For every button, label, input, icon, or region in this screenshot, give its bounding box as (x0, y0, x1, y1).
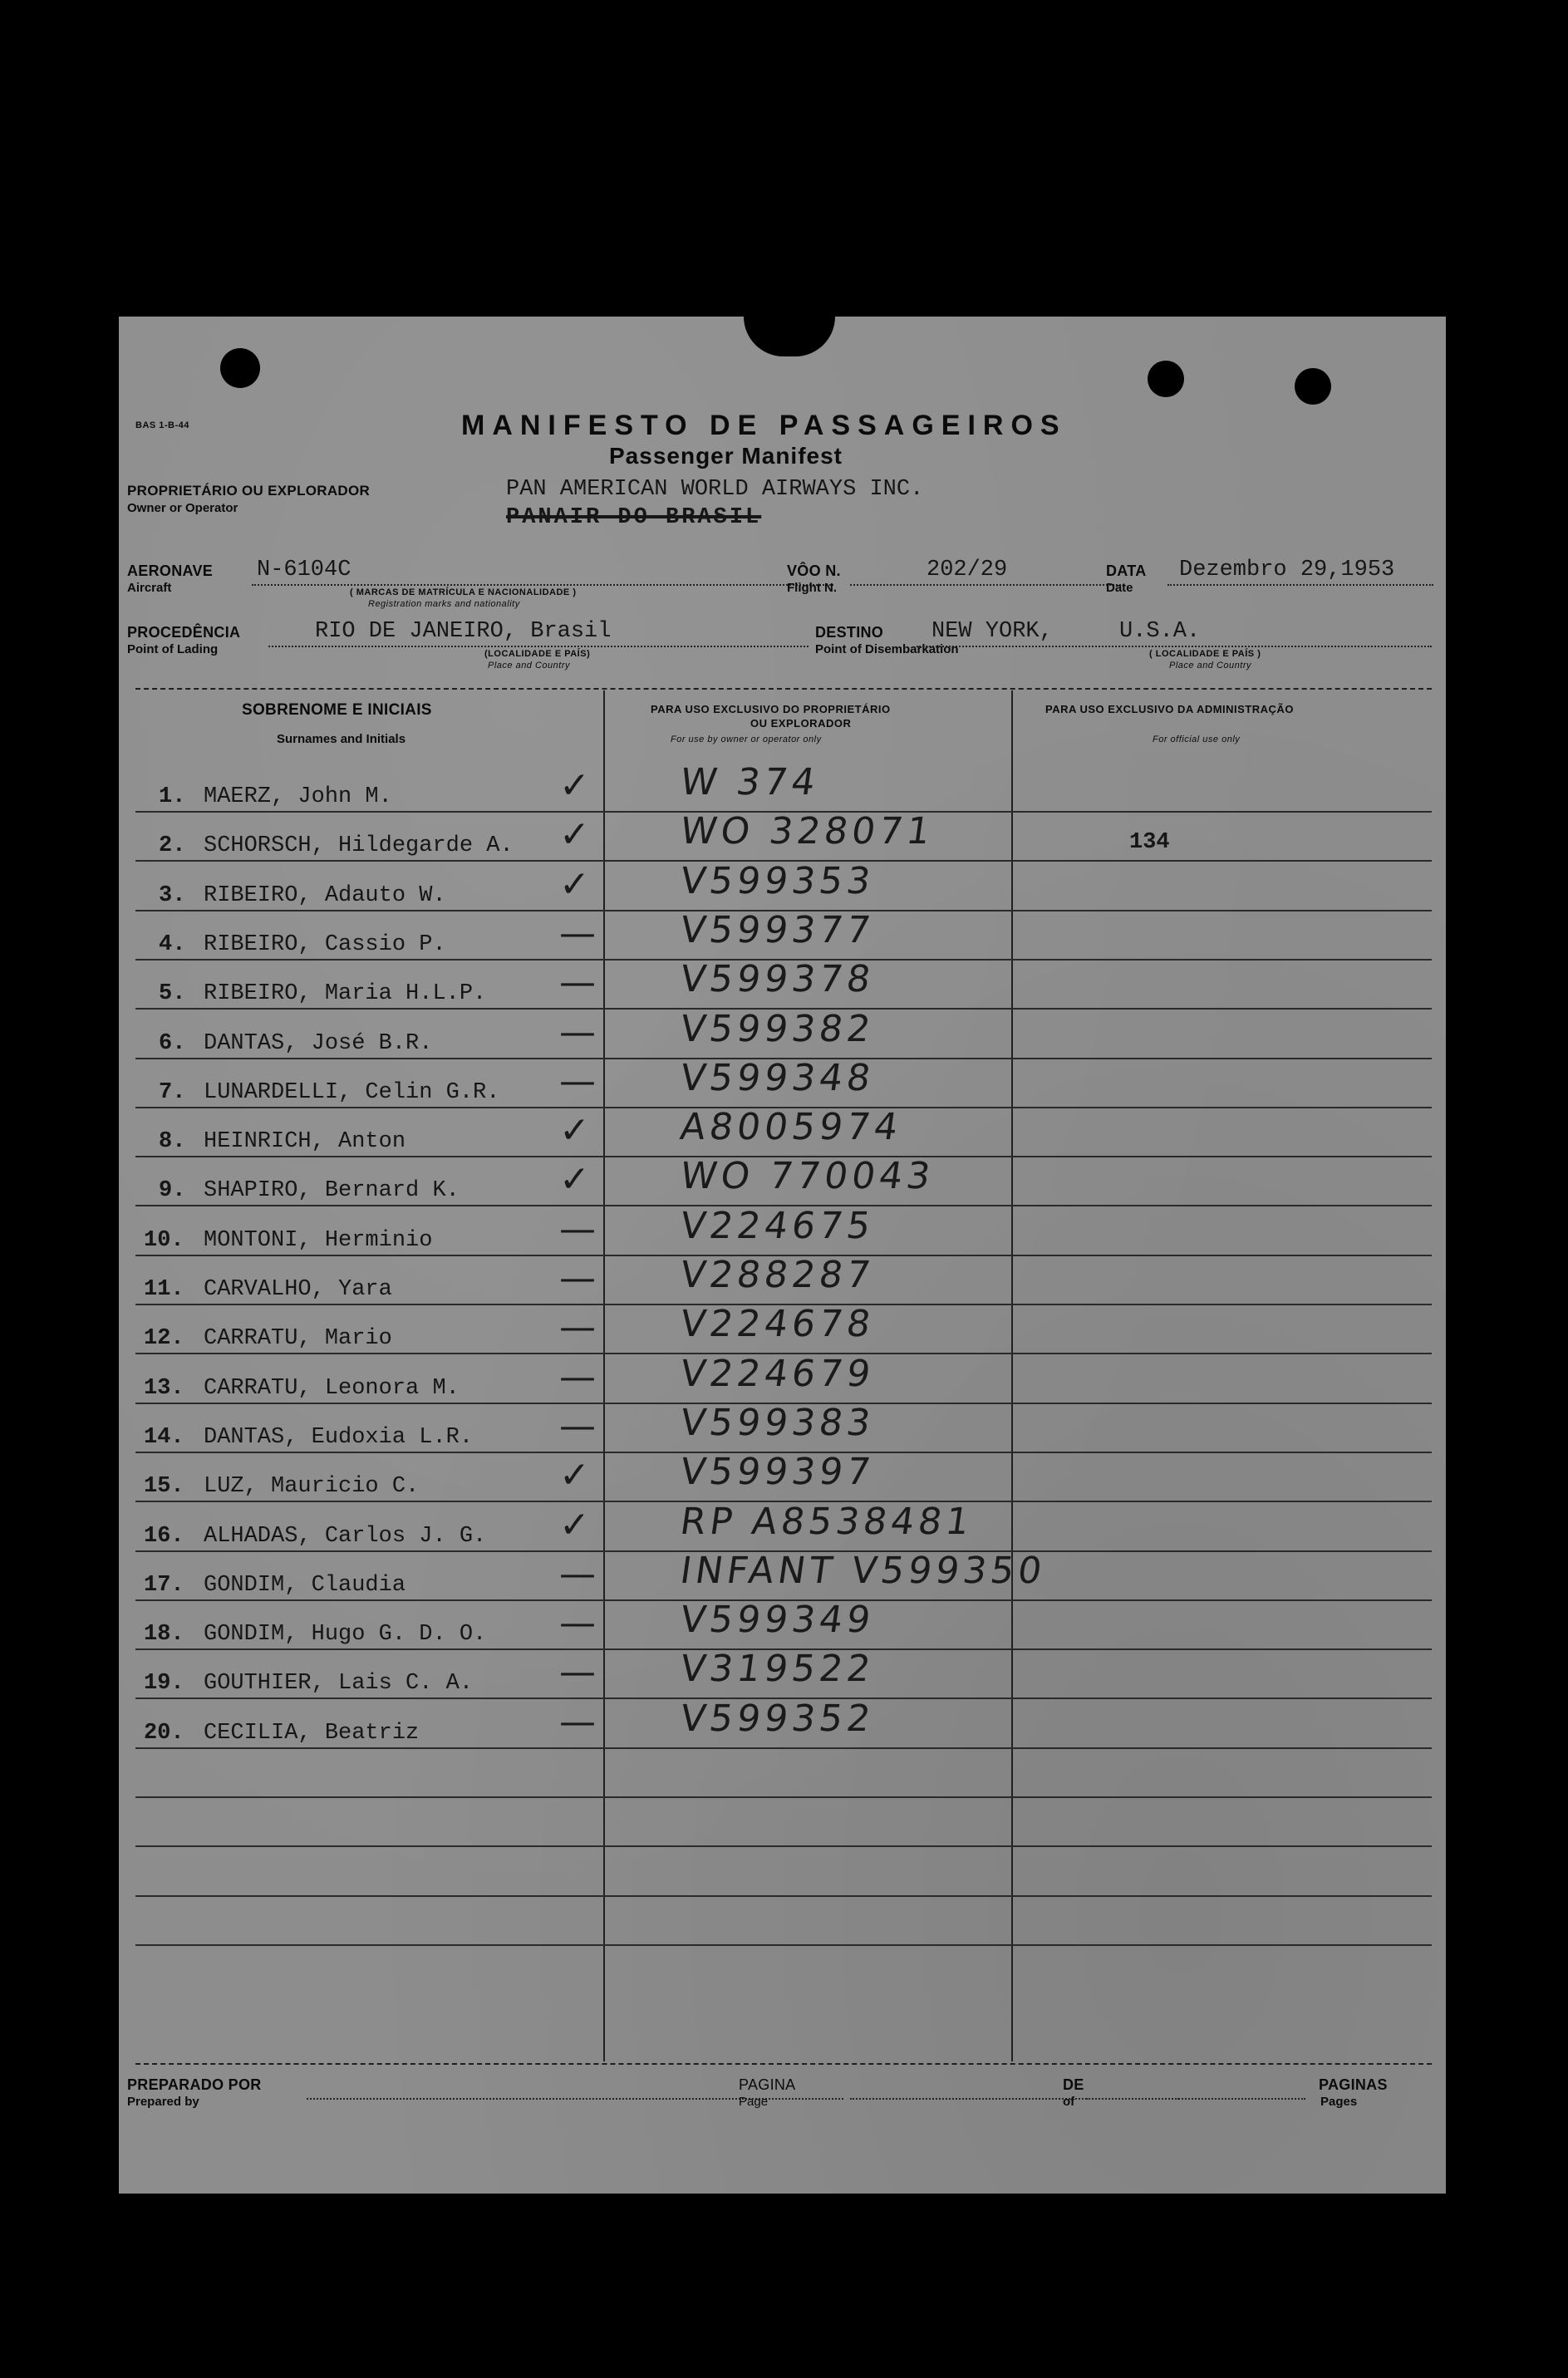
passenger-number: 10. (144, 1228, 184, 1253)
passenger-number: 16. (144, 1524, 184, 1549)
punch-hole-right-1 (1148, 361, 1184, 397)
column-divider-2 (1011, 690, 1013, 2061)
passenger-number: 8. (159, 1129, 186, 1154)
pages-label-en: Pages (1320, 2095, 1358, 2109)
passport-number: V288287 (677, 1254, 877, 1296)
row-rule (135, 1895, 1432, 1897)
passenger-number: 6. (159, 1031, 186, 1056)
passport-number: WO 328071 (677, 810, 937, 852)
owner-label-en: Owner or Operator (127, 501, 238, 515)
passenger-number: 15. (144, 1474, 184, 1499)
passenger-number: 1. (159, 784, 186, 809)
origin-line (268, 646, 809, 647)
check-mark: ✓ (559, 764, 590, 807)
form-code: BAS 1-B-44 (135, 420, 189, 430)
passenger-name: RIBEIRO, Cassio P. (204, 932, 446, 957)
passenger-number: 7. (159, 1080, 186, 1105)
flight-value: 202/29 (927, 558, 1008, 582)
passport-number: W 374 (677, 761, 823, 803)
passenger-name: LUZ, Mauricio C. (204, 1474, 420, 1499)
destination-country: U.S.A. (1119, 619, 1201, 644)
punch-hole-center (744, 317, 835, 356)
table-bottom-rule (135, 2063, 1432, 2065)
passenger-name: CARRATU, Mario (204, 1326, 392, 1351)
passport-number: RP A8538481 (677, 1501, 976, 1543)
page-total-line (1086, 2098, 1305, 2100)
flight-label-en: Flight N. (787, 581, 837, 595)
passport-number: V599397 (677, 1451, 877, 1493)
passport-number: V599382 (677, 1008, 877, 1050)
passenger-number: 3. (159, 883, 186, 908)
aircraft-line (252, 584, 833, 586)
admin-note: 134 (1129, 830, 1170, 855)
punch-hole-left (220, 348, 260, 388)
check-mark: — (559, 1060, 596, 1103)
passport-number: V319522 (677, 1648, 877, 1690)
passport-number: V599353 (677, 860, 877, 902)
check-mark: — (559, 1011, 596, 1054)
passenger-number: 5. (159, 981, 186, 1006)
column-header-owner-2: OU EXPLORADOR (750, 717, 852, 730)
passport-number: V224675 (677, 1205, 877, 1247)
date-line (1167, 584, 1433, 586)
column-header-name-en: Surnames and Initials (277, 732, 406, 746)
destination-label-en: Point of Disembarkation (815, 642, 959, 656)
passport-number: V224679 (677, 1353, 877, 1395)
passport-number: V599378 (677, 958, 877, 1000)
destination-label: DESTINO (815, 624, 884, 641)
passenger-number: 13. (144, 1376, 184, 1401)
check-mark: — (559, 1306, 596, 1349)
check-mark: — (559, 1602, 596, 1644)
check-mark: — (559, 1651, 596, 1693)
origin-value: RIO DE JANEIRO, Brasil (315, 619, 612, 644)
column-header-name: SOBRENOME E INICIAIS (242, 701, 432, 719)
passenger-name: LUNARDELLI, Celin G.R. (204, 1080, 500, 1105)
passport-number: V599348 (677, 1057, 877, 1099)
table-top-rule (135, 688, 1432, 690)
passport-number: V599352 (677, 1698, 877, 1740)
flight-label: VÔO N. (787, 563, 841, 579)
origin-caption-en: Place and Country (488, 661, 570, 671)
page-of-label: DE (1063, 2076, 1084, 2093)
column-header-admin-en: For official use only (1153, 735, 1241, 744)
check-mark: ✓ (559, 863, 590, 906)
check-mark: — (559, 1208, 596, 1250)
column-divider-1 (603, 690, 605, 2061)
aircraft-label-en: Aircraft (127, 581, 172, 595)
passenger-name: RIBEIRO, Maria H.L.P. (204, 981, 487, 1006)
aircraft-caption: ( MARCAS DE MATRÍCULA E NACIONALIDADE ) (350, 587, 577, 597)
column-header-owner-en: For use by owner or operator only (671, 735, 822, 744)
row-rule (135, 1944, 1432, 1946)
manifest-sheet (119, 317, 1446, 2194)
aircraft-caption-en: Registration marks and nationality (368, 599, 520, 609)
passenger-name: SCHORSCH, Hildegarde A. (204, 833, 514, 858)
page-subtitle: Passenger Manifest (609, 443, 843, 469)
owner-value: PAN AMERICAN WORLD AIRWAYS INC. (506, 477, 924, 502)
destination-caption: ( LOCALIDADE E PAÍS ) (1149, 649, 1261, 659)
passenger-name: ALHADAS, Carlos J. G. (204, 1524, 487, 1549)
passenger-number: 11. (144, 1277, 184, 1302)
origin-caption: (LOCALIDADE E PAÍS) (484, 649, 591, 659)
origin-label: PROCEDÊNCIA (127, 624, 241, 641)
row-rule (135, 1796, 1432, 1798)
check-mark: — (559, 1701, 596, 1743)
passport-number: WO 770043 (677, 1155, 937, 1197)
check-mark: — (559, 1257, 596, 1300)
passenger-name: DANTAS, José B.R. (204, 1031, 433, 1056)
check-mark: ✓ (559, 1109, 590, 1152)
page-title: MANIFESTO DE PASSAGEIROS (461, 410, 1067, 441)
check-mark: — (559, 912, 596, 955)
passenger-name: SHAPIRO, Bernard K. (204, 1178, 460, 1203)
flight-line (850, 584, 1124, 586)
passport-number: V599349 (677, 1599, 877, 1641)
passport-number: V599377 (677, 909, 877, 951)
page-of-label-en: of (1063, 2095, 1075, 2109)
passport-number: INFANT V599350 (677, 1550, 1049, 1592)
check-mark: — (559, 1405, 596, 1447)
column-header-owner: PARA USO EXCLUSIVO DO PROPRIETÁRIO (651, 703, 891, 715)
passenger-number: 20. (144, 1721, 184, 1746)
check-mark: — (559, 1553, 596, 1595)
passenger-name: CARRATU, Leonora M. (204, 1376, 460, 1401)
prepared-by-label-en: Prepared by (127, 2095, 199, 2109)
row-rule (135, 1845, 1432, 1847)
aircraft-label: AERONAVE (127, 563, 214, 579)
passenger-name: MONTONI, Herminio (204, 1228, 433, 1253)
check-mark: ✓ (559, 1454, 590, 1496)
page-number-label-en: Page (739, 2095, 769, 2109)
passenger-number: 14. (144, 1425, 184, 1450)
passenger-name: RIBEIRO, Adauto W. (204, 883, 446, 908)
destination-line (917, 646, 1432, 647)
check-mark: — (559, 1356, 596, 1398)
pages-label: PAGINAS (1319, 2076, 1388, 2093)
check-mark: ✓ (559, 813, 590, 856)
passport-number: V224678 (677, 1303, 877, 1345)
passenger-name: CECILIA, Beatriz (204, 1721, 420, 1746)
passport-number: A8005974 (677, 1106, 905, 1148)
passenger-number: 9. (159, 1178, 186, 1203)
column-header-admin: PARA USO EXCLUSIVO DA ADMINISTRAÇÃO (1045, 703, 1294, 715)
passenger-name: GONDIM, Claudia (204, 1573, 406, 1598)
punch-hole-right-2 (1295, 368, 1331, 405)
passenger-number: 12. (144, 1326, 184, 1351)
origin-label-en: Point of Lading (127, 642, 219, 656)
row-rule (135, 1747, 1432, 1749)
passenger-number: 19. (144, 1671, 184, 1696)
passenger-name: CARVALHO, Yara (204, 1277, 392, 1302)
passenger-number: 4. (159, 932, 186, 957)
passport-number: V599383 (677, 1402, 877, 1444)
passenger-name: GONDIM, Hugo G. D. O. (204, 1622, 487, 1647)
destination-city: NEW YORK, (931, 619, 1053, 644)
passenger-name: GOUTHIER, Lais C. A. (204, 1671, 474, 1696)
destination-caption-en: Place and Country (1169, 661, 1251, 671)
owner-label: PROPRIETÁRIO OU EXPLORADOR (127, 483, 371, 499)
passenger-number: 17. (144, 1573, 184, 1598)
date-value: Dezembro 29,1953 (1179, 558, 1395, 582)
passenger-name: DANTAS, Eudoxia L.R. (204, 1425, 474, 1450)
aircraft-value: N-6104C (257, 558, 351, 582)
date-label-en: Date (1106, 581, 1133, 595)
passenger-name: HEINRICH, Anton (204, 1129, 406, 1154)
check-mark: — (559, 961, 596, 1004)
page-number-label: PAGINA (739, 2076, 796, 2093)
prepared-by-label: PREPARADO POR (127, 2076, 262, 2093)
date-label: DATA (1106, 563, 1147, 579)
owner-struck-value: PANAIR DO BRASIL (506, 505, 762, 530)
passenger-name: MAERZ, John M. (204, 784, 392, 809)
check-mark: ✓ (559, 1158, 590, 1201)
check-mark: ✓ (559, 1504, 590, 1546)
passenger-number: 18. (144, 1622, 184, 1647)
passenger-number: 2. (159, 833, 186, 858)
